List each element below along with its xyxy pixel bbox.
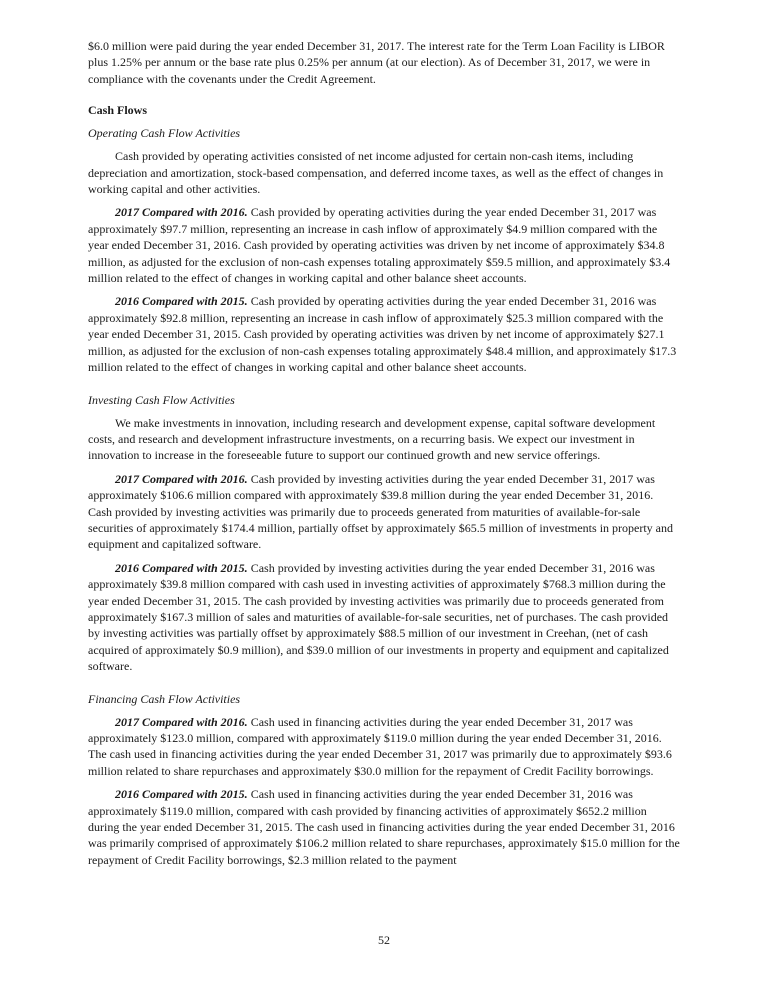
- financing-2017-paragraph: [88, 714, 680, 780]
- paragraph-lead: 2016 Compared with 2015.: [115, 560, 248, 575]
- paragraph-text: Cash provided by operating activities during the year ended December 31, 2017 was approximately $97.7 million, representing an increase in cash inflow of approximately $4.9 million compared with the year ended December 31, 2016. Cash provided by operating activities was driven by net income of approximately $34.8 million, as adjusted for the exclusion of non-cash expenses totaling approximately $59.5 million, and approximately $3.4 million related to the effect of changes in working capital and other balance sheet accounts.: [88, 205, 671, 286]
- operating-2016-paragraph: [88, 293, 680, 375]
- paragraph-text: Cash used in financing activities during the year ended December 31, 2016 was approximately $119.0 million, compared with cash provided by financing activities of approximately $652.2 million during the year ended December 31, 2015. The cash used in financing activities during the year ended December 31, 2016 was primarily comprised of approximately $106.2 million related to share repurchases, approximately $15.0 million for the repayment of Credit Facility borrowings, $2.3 million related to the payment: [88, 787, 680, 867]
- paragraph-text: Cash provided by operating activities during the year ended December 31, 2016 was approximately $92.8 million, representing an increase in cash inflow of approximately $25.3 million compared with the year ended December 31, 2015. Cash provided by operating activities was driven by net income of approximately $27.1 million, as adjusted for the exclusion of non-cash expenses totaling approximately $48.4 million, and approximately $17.3 million related to the effect of changes in working capital and other balance sheet accounts.: [88, 294, 677, 375]
- operating-2017-paragraph: [88, 204, 680, 286]
- investing-heading: Investing Cash Flow Activities: [88, 392, 235, 407]
- paragraph-lead: 2016 Compared with 2015.: [115, 294, 248, 309]
- cash-flows-heading: Cash Flows: [88, 103, 148, 118]
- financing-heading: Financing Cash Flow Activities: [88, 691, 241, 706]
- paragraph-lead: 2017 Compared with 2016.: [115, 714, 248, 729]
- paragraph-lead: 2017 Compared with 2016.: [115, 205, 248, 220]
- investing-overview-paragraph: We make investments in innovation, including research and development expense, capital software development costs, and research and development infrastructure investments, on a recurring basis. We expect our investment in innovation to increase in the foreseeable future to support our continued growth and new service offerings.: [88, 415, 656, 463]
- operating-overview-paragraph: Cash provided by operating activities consisted of net income adjusted for certain non-cash items, including depreciation and amortization, stock-based compensation, and deferred income taxes, as well as the effect of changes in working capital and other activities.: [88, 149, 664, 197]
- operating-heading: Operating Cash Flow Activities: [88, 126, 241, 141]
- financing-2016-paragraph: [88, 786, 680, 868]
- page-number: 52: [378, 933, 390, 947]
- investing-2016-paragraph: [88, 560, 680, 675]
- investing-2017-paragraph: [88, 471, 680, 553]
- paragraph-text: Cash provided by investing activities during the year ended December 31, 2017 was approximately $106.6 million compared with approximately $39.8 million during the year ended December 31, 2016. Cash provided by investing activities was primarily due to proceeds generated from maturities of available-for-sale securities of approximately $174.4 million, partially offset by approximately $65.5 million of investments in property and equipment and capitalized software.: [88, 471, 673, 552]
- paragraph-lead: 2017 Compared with 2016.: [115, 471, 248, 486]
- paragraph-lead: 2016 Compared with 2015.: [115, 787, 248, 802]
- paragraph-text: Cash provided by investing activities during the year ended December 31, 2016 was approximately $39.8 million compared with cash used in investing activities of approximately $768.3 million during the year ended December 31, 2015. The cash provided by investing activities was primarily due to proceeds generated from approximately $167.3 million of sales and maturities of available-for-sale securities, net of purchases. The cash provided by investing activities was partially offset by approximately $88.5 million of our investment in Creehan, (net of cash acquired of approximately $0.9 million), and $39.0 million of our investments in property and equipment and capitalized software.: [88, 560, 669, 674]
- paragraph-text: Cash used in financing activities during the year ended December 31, 2017 was approximately $123.0 million, compared with approximately $119.0 million during the year ended December 31, 2016. The cash used in financing activities during the year ended December 31, 2017 was primarily due to approximately $93.6 million related to share repurchases and approximately $30.0 million for the repayment of Credit Facility borrowings.: [88, 714, 672, 778]
- intro-paragraph: $6.0 million were paid during the year ended December 31, 2017. The interest rate for the Term Loan Facility is LIBOR plus 1.25% per annum or the base rate plus 0.25% per annum (at our election). As of December 31, 2017, we were in compliance with the covenants under the Credit Agreement.: [88, 39, 665, 86]
